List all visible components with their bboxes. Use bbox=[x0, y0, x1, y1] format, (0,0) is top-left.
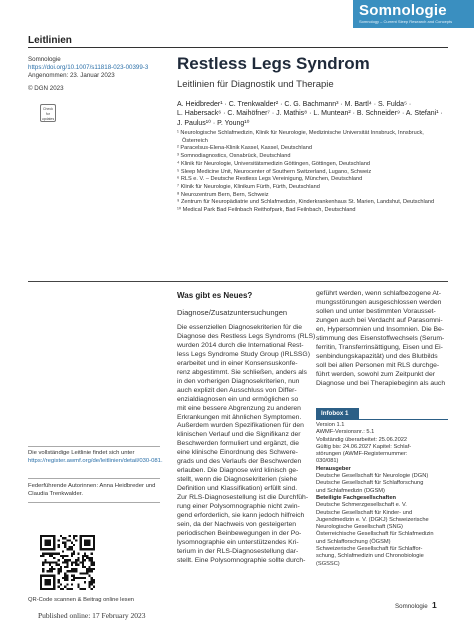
infobox-line: AWMF-Versionsnr.: 5.1 bbox=[316, 429, 375, 436]
footer-journal: Somnologie bbox=[395, 603, 428, 610]
body-line: stimmung des Eisenstoffwechsels (Serum- bbox=[316, 334, 445, 342]
infobox-line: 030/081) bbox=[316, 458, 339, 465]
body-line: less Legs Syndrome Study Group (IRLSSG) bbox=[177, 350, 310, 358]
body-line: stellt. Eine Polysomnographie sollte durch- bbox=[177, 556, 306, 564]
body-line: mit eine bessere Abgrenzung zu anderen bbox=[177, 404, 301, 412]
fulltext-note bbox=[28, 450, 163, 465]
affiliation-item: ⁶ RLS e. V. – Deutsche Restless Legs Vereinigung, München, Deutschland bbox=[177, 176, 363, 183]
body-line: lysomnographie ein unterstützendes Kri- bbox=[177, 538, 299, 546]
infobox-line: Gültig bis: 24.06.2027 Kapitel: Schlaf- bbox=[316, 443, 412, 450]
affiliation-item: ⁷ Klinik für Neurologie, Klinikum Fürth, Fürth, Deutschland bbox=[177, 183, 320, 190]
content-divider bbox=[28, 281, 448, 282]
body-line: rung einer Polysomnographie nicht zwin- bbox=[177, 503, 300, 511]
author-line: L. Habersack⁶ · C. Maihöfner⁷ · J. Mathis⁸ · L. Muntean² · B. Schneider⁹ · A. Stefani¹ · bbox=[177, 110, 443, 118]
body-line: grads und des Verlaufs der Beschwerden bbox=[177, 458, 302, 466]
body-line: terium in der RLS-Diagnosestellung dar- bbox=[177, 547, 299, 555]
infobox-line: Schweizerische Gesellschaft für Schlaffor- bbox=[316, 546, 423, 553]
infobox-line: Deutsche Schmerzgesellschaft e. V. bbox=[316, 502, 407, 509]
check-for-updates-badge[interactable] bbox=[40, 104, 56, 122]
check-for-updates-label: Check for updates bbox=[41, 107, 55, 121]
body-line: führt werden, sowohl zum Zeitpunkt der bbox=[316, 370, 436, 378]
accepted-date: Angenommen: 23. Januar 2023 bbox=[28, 72, 115, 79]
affiliation-item: ⁴ Klinik für Neurologie, Universitätsmedizin Göttingen, Göttingen, Deutschland bbox=[177, 160, 370, 167]
body-line: Definition und Klassifikation) erfüllt sind. bbox=[177, 485, 298, 493]
body-line: renz abgestimmt. Sie schließen, anders als bbox=[177, 368, 307, 376]
body-line: wurden 2014 durch die International Rest- bbox=[177, 341, 304, 349]
infobox-label: Infobox 1 bbox=[316, 408, 359, 419]
body-line: en, Hypersomnien und Insomnien. Die Be- bbox=[316, 325, 445, 333]
meta-journal: Somnologie bbox=[28, 56, 61, 63]
infobox-line: Jugendmedizin e. V. (DGKJ) Schweizerische bbox=[316, 516, 429, 523]
doi-link[interactable]: https://doi.org/10.1007/s11818-023-00399-3 bbox=[28, 64, 149, 71]
infobox-line: schung, Schlafmedizin und Chronobiologie bbox=[316, 553, 424, 560]
body-line: soll bei allen Personen mit RLS durchge- bbox=[316, 361, 440, 369]
journal-tagline: Somnology – Current Sleep Research and Concepts bbox=[359, 19, 453, 24]
copyright: © DGN 2023 bbox=[28, 85, 64, 92]
fulltext-prefix: Die vollständige Leitlinie findet sich unter bbox=[28, 450, 135, 456]
body-column-2 bbox=[316, 290, 448, 388]
body-line: senbindungskapazität) und des Blutbilds bbox=[316, 352, 438, 360]
body-line: in den vorherigen Diagnosekriterien, nun bbox=[177, 377, 300, 385]
journal-name: Somnologie bbox=[359, 2, 447, 19]
body-line: zungen auch bei Verdacht auf Parasomni- bbox=[316, 316, 443, 324]
published-date: Published online: 17 February 2023 bbox=[38, 611, 146, 620]
body-line: Erkrankungen mit ähnlichen Symptomen. bbox=[177, 413, 302, 421]
affiliation-item: ² Paracelsus-Elena-Klinik Kassel, Kassel, Deutschland bbox=[177, 145, 312, 152]
lead-authors-note: Federführende Autorinnen: Anna Heidbreder und Claudia Trenkwalder. bbox=[28, 483, 156, 497]
body-line: mungsstörungen ausgeschlossen werden bbox=[316, 298, 442, 306]
journal-masthead bbox=[353, 0, 474, 28]
affiliation-item: ³ Somnodiagnostics, Osnabrück, Deutschland bbox=[177, 153, 291, 160]
infobox-line: Vollständig überarbeitet: 25.06.2022 bbox=[316, 436, 408, 443]
body-line: Außerdem wurden Spezifikationen für den bbox=[177, 422, 304, 430]
infobox-line: Österreichische Gesellschaft für Schlafmedizin bbox=[316, 531, 434, 538]
infobox-content bbox=[316, 422, 448, 568]
page-number: 1 bbox=[432, 600, 437, 610]
infobox-line: Deutsche Gesellschaft für Neurologie (DGN) bbox=[316, 473, 429, 480]
body-line: geführt werden, wenn schlafbezogene At- bbox=[316, 290, 442, 297]
body-line: Diagnose des Restless Legs Syndroms (RLS) bbox=[177, 332, 316, 340]
infobox-line: störungen (AWMF-Registernummer: bbox=[316, 451, 408, 458]
body-line: Die essenziellen Diagnosekriterien für die bbox=[177, 324, 303, 331]
body-line: ferritin, Transferrinsättigung, Eisen und Ei- bbox=[316, 343, 443, 351]
qr-caption: QR-Code scannen & Beitrag online lesen bbox=[28, 597, 135, 603]
fulltext-link[interactable]: https://register.awmf.org/de/leitlinien/detail/030-081. bbox=[28, 457, 163, 464]
article-meta bbox=[28, 56, 163, 93]
body-line: Diagnose und bei Therapiebeginn als auch bbox=[316, 379, 446, 387]
infobox-line: Version 1.1 bbox=[316, 422, 345, 428]
author-line: A. Heidbreder¹ · C. Trenkwalder² · C. G. Bachmann³ · M. Bartl⁴ · S. Fulda⁵ · bbox=[177, 101, 412, 108]
author-line: J. Paulus¹⁰ · P. Young¹⁰ bbox=[177, 119, 250, 127]
body-line: sollen und unter bestimmten Vorausset- bbox=[316, 307, 436, 315]
infobox-line: Deutsche Gesellschaft für Kinder- und bbox=[316, 509, 413, 516]
infobox-line: Deutsche Gesellschaft für Schlafforschung bbox=[316, 480, 424, 487]
affiliation-item: ⁵ Sleep Medicine Unit, Neurocenter of Southern Switzerland, Lugano, Schweiz bbox=[177, 168, 372, 175]
body-line: enzialdiagnosen ein und ermöglichen so bbox=[177, 395, 299, 403]
note-divider bbox=[28, 478, 160, 479]
body-line: erarbeitet und in einer Konsensuskonfe- bbox=[177, 359, 298, 367]
body-line: stellt, wenn die Diagnosekriterien (siehe bbox=[177, 476, 298, 484]
body-column-1 bbox=[177, 324, 316, 566]
affiliation-list bbox=[177, 130, 452, 215]
section-subheading: Diagnose/Zusatzuntersuchungen bbox=[177, 308, 288, 317]
body-line: gend erforderlich, sie kann jedoch hilfreich bbox=[177, 512, 305, 520]
affiliation-item: ¹ Neurologische Schlafmedizin, Klinik für Neurologie, Medizinische Universität Innsbruck, Innsbruck, bbox=[177, 130, 424, 136]
infobox-line: und Schlafforschung (ÖGSM) bbox=[316, 538, 391, 545]
affiliation-item: ⁸ Neurozentrum Bern, Bern, Schweiz bbox=[177, 191, 269, 198]
infobox-line: Neurologische Gesellschaft (SNG) bbox=[316, 524, 403, 531]
article-subtitle: Leitlinien für Diagnostik und Therapie bbox=[177, 79, 334, 90]
article-title: Restless Legs Syndrom bbox=[177, 54, 370, 73]
affiliation-item: Österreich bbox=[182, 137, 208, 144]
infobox-divider bbox=[316, 419, 448, 420]
body-line: eine klinische Einordnung des Schwere- bbox=[177, 449, 298, 457]
section-label: Leitlinien bbox=[28, 35, 72, 46]
infobox-line: (SGSSC) bbox=[316, 560, 340, 567]
note-divider bbox=[28, 502, 160, 503]
note-divider bbox=[28, 446, 160, 447]
body-line: auch explizit den Ausschluss von Differ- bbox=[177, 386, 297, 394]
body-line: sein, da der Nachweis von gesteigerten bbox=[177, 520, 297, 528]
infobox-heading: Beteiligte Fachgesellschaften bbox=[316, 494, 396, 501]
body-line: Beschwerden formuliert und ergänzt, die bbox=[177, 440, 300, 448]
qr-code[interactable] bbox=[40, 535, 95, 590]
body-line: periodischen Beinbewegungen in der Po- bbox=[177, 529, 302, 537]
body-line: erlauben. Die Diagnose wird klinisch ge- bbox=[177, 467, 299, 475]
body-line: klinischen Verlauf und die Signifikanz der bbox=[177, 431, 301, 439]
affiliation-item: ¹⁰ Medical Park Bad Feilnbach Reithofpark, Bad Feilnbach, Deutschland bbox=[177, 207, 356, 214]
affiliation-item: ⁹ Zentrum für Neuropädiatrie und Schlafmedizin, Kinderkrankenhaus St. Marien, Landshut, Deutschland bbox=[177, 199, 435, 206]
top-divider bbox=[28, 47, 448, 48]
body-line: Zur RLS-Diagnosestellung ist die Durchfüh- bbox=[177, 494, 309, 502]
infobox-heading: Herausgeber bbox=[316, 465, 351, 472]
section-heading: Was gibt es Neues? bbox=[177, 291, 253, 300]
infobox-line: und Schlafmedizin (DGSM) bbox=[316, 487, 385, 494]
author-list bbox=[177, 100, 447, 128]
